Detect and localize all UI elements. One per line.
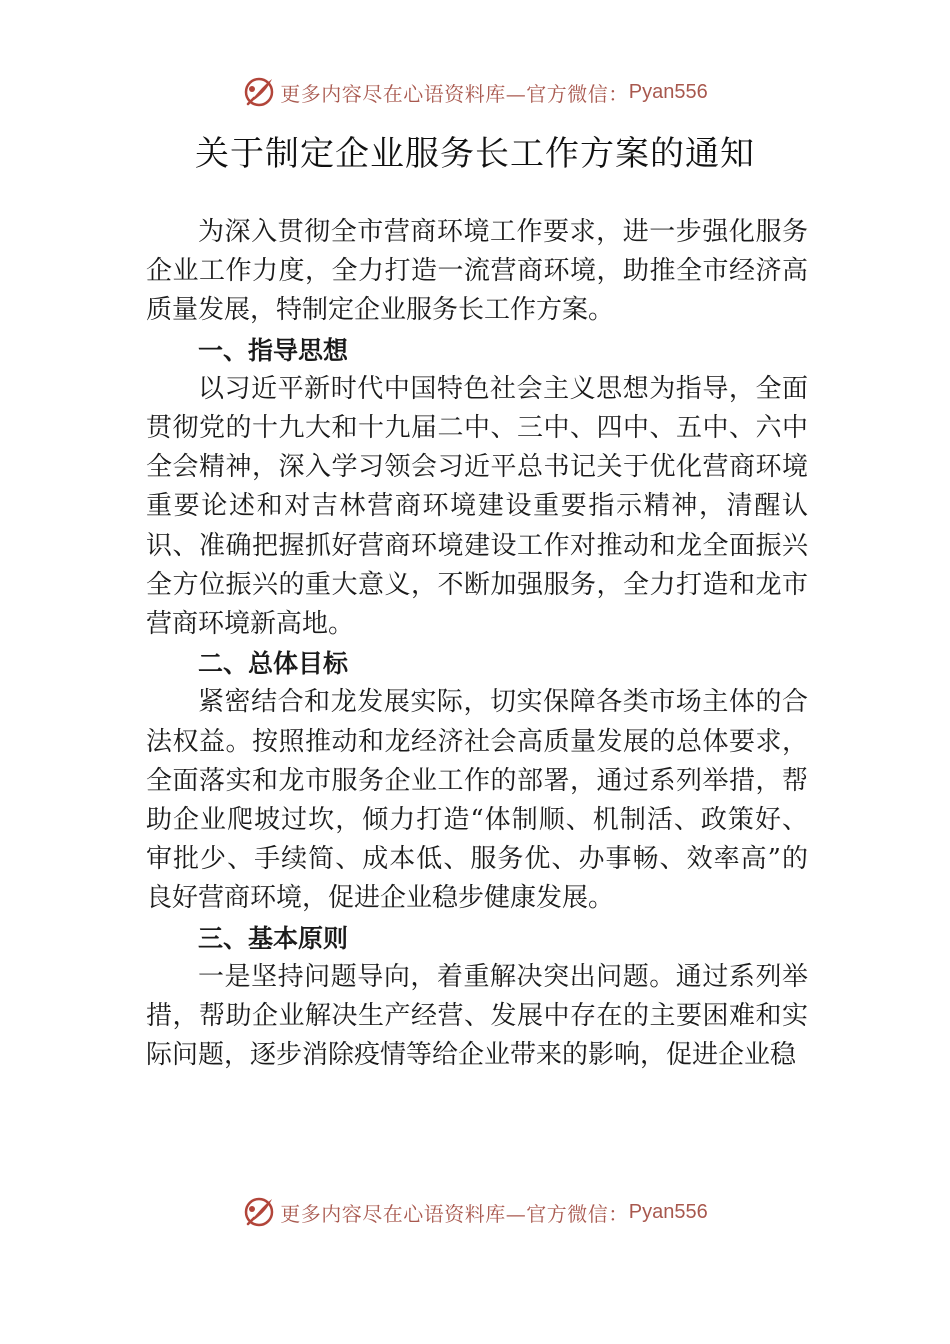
section-heading-basic-principles: 三、基本原则	[198, 923, 349, 953]
section-body-basic-principles: 一是坚持问题导向，着重解决突出问题。通过系列举措，帮助企业解决生产经营、发展中存在的主要困难和实际问题，逐步消除疫情等给企业带来的影响，促进企业稳	[146, 961, 808, 1071]
watermark-wechat-id: Pyan556	[628, 1200, 708, 1223]
watermark-wechat-id: Pyan556	[628, 80, 708, 103]
watermark-text: 更多内容尽在心语资料库—官方微信：	[280, 81, 629, 106]
intro-paragraph: 为深入贯彻全市营商环境工作要求，进一步强化服务企业工作力度，全力打造一流营商环境，助推全市经济高质量发展，特制定企业服务长工作方案。	[146, 217, 808, 326]
document-body	[146, 213, 808, 1075]
document-title: 关于制定企业服务长工作方案的通知	[195, 134, 755, 174]
section-body-guiding-ideology: 以习近平新时代中国特色社会主义思想为指导，全面贯彻党的十九大和十九届二中、三中、四中、五中、六中全会精神，深入学习领会习近平总书记关于优化营商环境重要论述和对吉林营商环境建设重要指示精神，清醒认识、准确把握抓好营商环境建设工作对推动和龙全面振兴全方位振兴的重大意义，不断加强服务，全力打造和龙市营商环境新高地。	[146, 373, 808, 640]
watermark-text: 更多内容尽在心语资料库—官方微信：	[280, 1201, 629, 1226]
section-heading-overall-goal: 二、总体目标	[198, 649, 349, 679]
quill-logo-icon	[242, 1195, 276, 1229]
footer-watermark-banner	[0, 1190, 950, 1234]
header-watermark-banner	[0, 70, 950, 114]
quill-logo-icon	[242, 75, 276, 109]
section-heading-guiding-ideology: 一、指导思想	[198, 335, 349, 365]
section-body-overall-goal: 紧密结合和龙发展实际，切实保障各类市场主体的合法权益。按照推动和龙经济社会高质量发展的总体要求，全面落实和龙市服务企业工作的部署，通过系列举措，帮助企业爬坡过坎，倾力打造“体制顺、机制活、政策好、审批少、手续简、成本低、服务优、办事畅、效率高”的良好营商环境，促进企业稳步健康发展。	[146, 687, 808, 914]
